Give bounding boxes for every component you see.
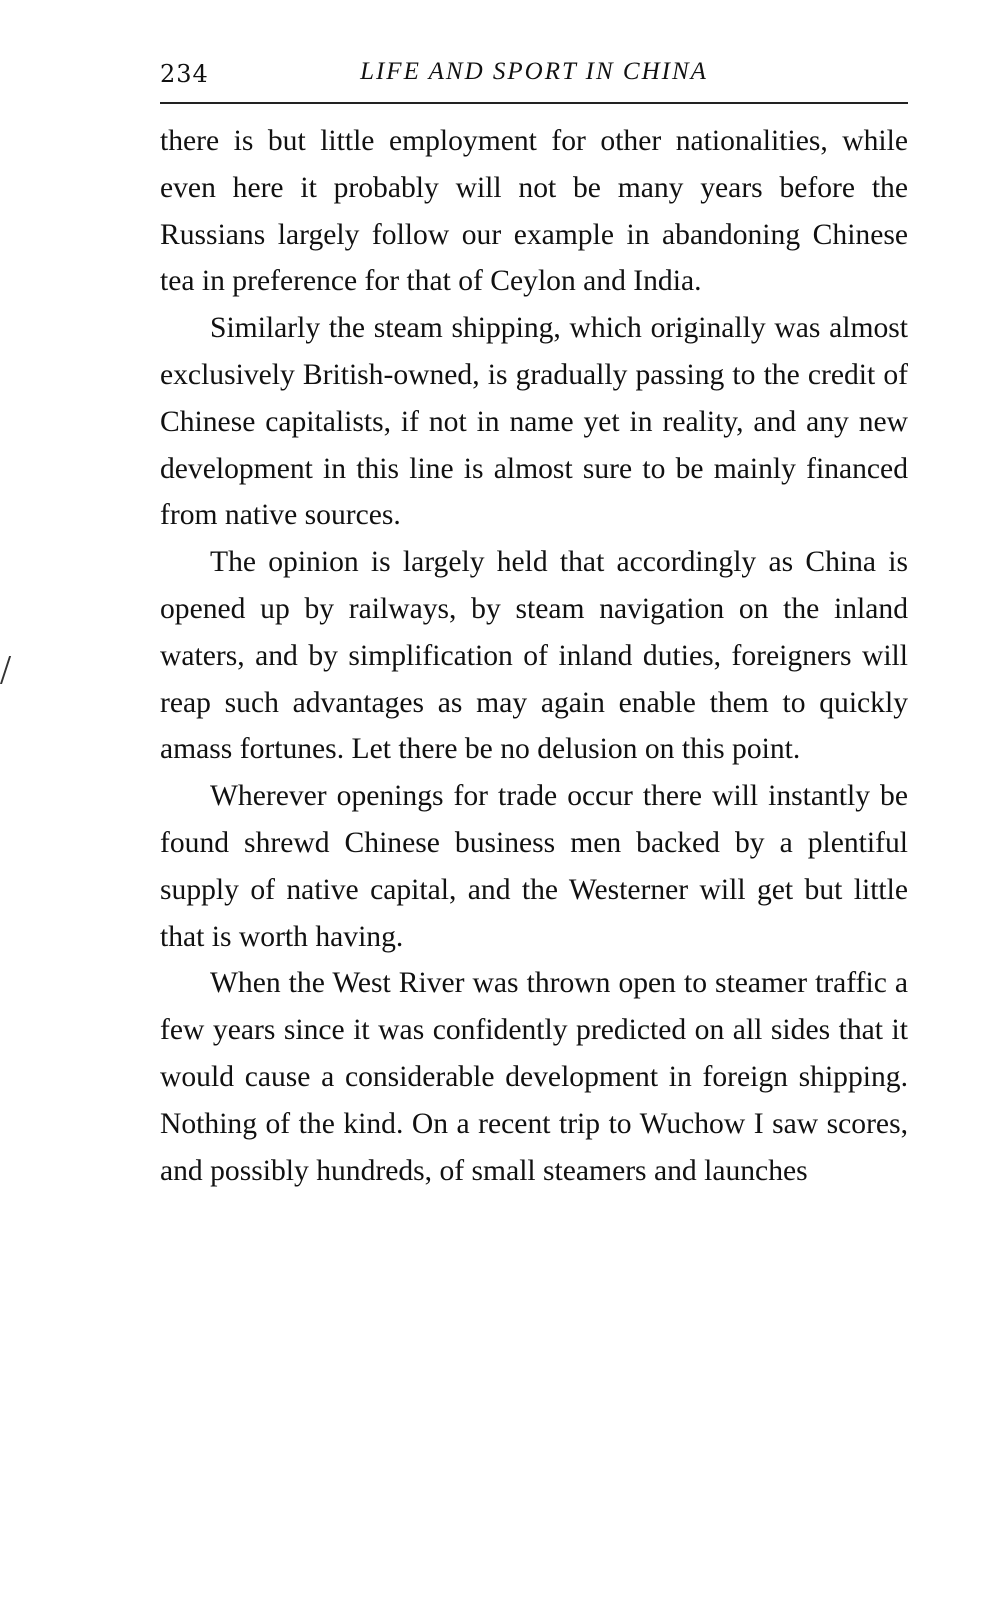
body-text — [160, 118, 908, 1194]
page-header — [160, 56, 908, 104]
running-title: LIFE AND SPORT IN CHINA — [360, 58, 708, 85]
paragraph-4: Wherever openings for trade occur there will instantly be found shrewd Chinese business men backed by a plentiful supply of native capital, and the Westerner will get but little that is worth having. — [160, 780, 908, 953]
paragraph-2: Similarly the steam shipping, which originally was almost exclusively British-owned, is gradually passing to the credit of Chinese capitalists, if not in name yet in reality, and any new development in this line is almost sure to be mainly financed from native sources. — [160, 312, 908, 532]
margin-pencil-mark — [0, 656, 19, 684]
paragraph-5: When the West River was thrown open to steamer traffic a few years since it was confidently predicted on all sides that it would cause a considerable development in foreign shipping. Nothing of the kind. On a recent trip to Wuchow I saw scores, and possibly hundreds, of small steamers and launches — [160, 967, 908, 1187]
page-number: 234 — [160, 60, 209, 88]
paragraph-3: The opinion is largely held that accordingly as China is opened up by railways, by steam navigation on the inland waters, and by simplification of inland duties, foreigners will reap such advantages as may again enable them to quickly amass fortunes. Let there be no delusion on this point. — [160, 546, 908, 766]
paragraph-1: there is but little employment for other nationalities, while even here it probably will not be many years before the Russians largely follow our example in abandoning Chinese tea in preference for that of Ceylon and India. — [160, 125, 908, 298]
